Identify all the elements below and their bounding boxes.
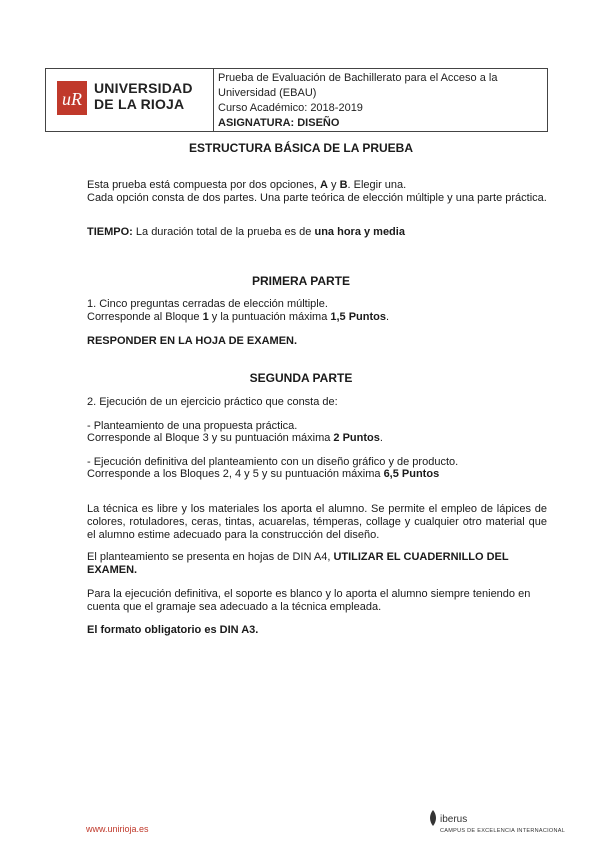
part2-sub2-line1: - Ejecución definitiva del planteamiento con un diseño gráfico y de producto. — [87, 456, 459, 468]
university-name-line2: DE LA RIOJA — [94, 96, 185, 112]
logo-letters: uR — [62, 89, 82, 109]
iberus-leaf-icon — [428, 810, 438, 829]
header-box — [45, 68, 548, 132]
structure-title: ESTRUCTURA BÁSICA DE LA PRUEBA — [188, 141, 413, 155]
part2-item: 2. Ejecución de un ejercicio práctico que consta de: — [87, 396, 338, 408]
technique-paragraph: La técnica es libre y los materiales los aporta el alumno. Se permite el empleo de lápices de colores, rotuladores, ceras, tintas, acuarelas, témperas, collage y cualquier otro material que el alumno estime adecuado para la construcción del diseño. — [87, 503, 547, 541]
part1-item: 1. Cinco preguntas cerradas de elección múltiple. — [87, 298, 328, 310]
format-paragraph: El planteamiento se presenta en hojas de DIN A4, UTILIZAR EL CUADERNILLO DEL EXAMEN. — [87, 551, 509, 576]
iberus-name: iberus — [440, 814, 468, 826]
intro-line1: Esta prueba está compuesta por dos opciones, A y B. Elegir una. — [87, 179, 407, 191]
time-info: TIEMPO: La duración total de la prueba es de una hora y media — [87, 226, 405, 238]
intro-line2: Cada opción consta de dos partes. Una parte teórica de elección múltiple y una parte práctica. — [87, 192, 547, 204]
part2-sub1-points: Corresponde al Bloque 3 y su puntuación máxima 2 Puntos. — [87, 432, 383, 444]
ur-logo-icon — [57, 81, 87, 115]
final-support-paragraph: Para la ejecución definitiva, el soporte es blanco y lo aporta el alumno siempre teniendo en cuenta que el gramaje sea adecuado a la técnica empleada. — [87, 588, 531, 613]
part2-title: SEGUNDA PARTE — [249, 371, 353, 385]
course-year: Curso Académico: 2018-2019 — [218, 102, 363, 114]
part1-block: Corresponde al Bloque 1 y la puntuación máxima 1,5 Puntos. — [87, 311, 390, 323]
exam-info — [218, 71, 497, 131]
part2-sub2-points: Corresponde a los Bloques 2, 4 y 5 y su puntuación máxima 6,5 Puntos — [87, 468, 440, 480]
mandatory-format: El formato obligatorio es DIN A3. — [87, 624, 259, 636]
part1-instruction: RESPONDER EN LA HOJA DE EXAMEN. — [87, 335, 298, 347]
subject: ASIGNATURA: DISEÑO — [218, 117, 340, 129]
iberus-subtitle: CAMPUS DE EXCELENCIA INTERNACIONAL — [440, 828, 566, 834]
exam-title-line1: Prueba de Evaluación de Bachillerato para el Acceso a la — [218, 72, 498, 84]
part2-sub1-line1: - Planteamiento de una propuesta práctica. — [87, 420, 298, 432]
exam-title-line2: Universidad (EBAU) — [218, 87, 317, 99]
iberus-logo — [428, 810, 565, 834]
part1-title: PRIMERA PARTE — [251, 274, 350, 288]
footer-url[interactable]: www.unirioja.es — [86, 824, 149, 834]
university-logo — [46, 69, 214, 131]
university-name-line1: UNIVERSIDAD — [94, 80, 193, 96]
